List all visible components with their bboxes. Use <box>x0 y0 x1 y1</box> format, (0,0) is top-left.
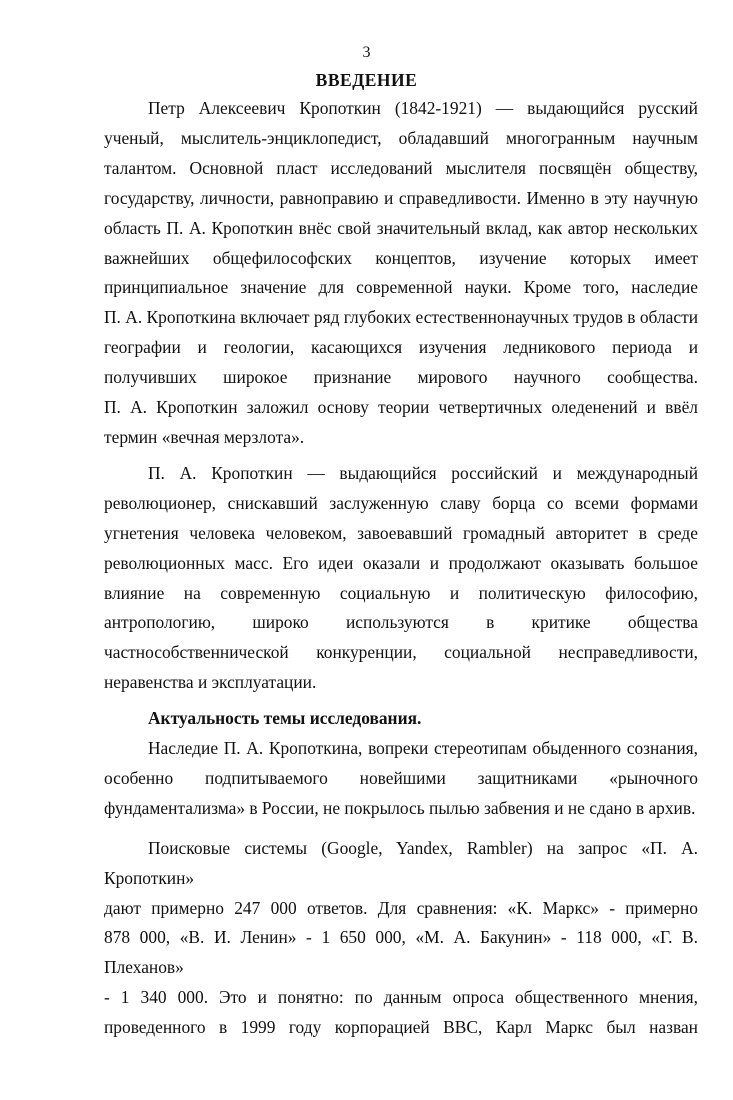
text-line: важнейших общефилософских концептов, изучение которых имеет <box>104 247 698 268</box>
paragraph-search-stats <box>104 834 698 1043</box>
text-line: 878 000, «В. И. Ленин» - 1 650 000, «М. А. Бакунин» - 118 000, «Г. В. Плеханов» <box>104 927 698 978</box>
section-heading: ВВЕДЕНИЕ <box>315 70 418 90</box>
text-line: П. А. Кропоткина включает ряд глубоких естественнонаучных трудов в области <box>104 307 698 328</box>
text-line: государству, личности, равноправию и справедливости. Именно в эту научную <box>104 187 698 208</box>
text-line: революционер, снискавший заслуженную славу борца со всеми формами <box>104 492 698 513</box>
text-line: получивших широкое признание мирового научного сообщества. <box>104 367 698 388</box>
text-line: - 1 340 000. Это и понятно: по данным опроса общественного мнения, <box>104 987 698 1008</box>
paragraph-intro <box>104 94 698 453</box>
paragraph-revolutionary <box>104 459 698 698</box>
text-line: Наследие П. А. Кропоткина, вопреки стереотипам обыденного сознания, <box>148 738 698 759</box>
text-line: талантом. Основной пласт исследований мыслителя посвящён обществу, <box>104 157 698 178</box>
text-line: область П. А. Кропоткин внёс свой значительный вклад, как автор нескольких <box>104 217 698 238</box>
text-line: П. А. Кропоткин — выдающийся российский и международный <box>148 462 698 483</box>
text-line: особенно подпитываемого новейшими защитниками «рыночного <box>104 767 698 788</box>
text-line: антропологию, широко используются в критике общества <box>104 612 698 633</box>
text-line: влияние на современную социальную и политическую философию, <box>104 582 698 603</box>
text-line: географии и геологии, касающихся изучения ледникового периода и <box>104 337 698 358</box>
text-line: угнетения человека человеком, завоевавший громадный авторитет в среде <box>104 522 698 543</box>
paragraph-relevance <box>104 734 698 824</box>
text-line: П. А. Кропоткин заложил основу теории четвертичных оледенений и ввёл <box>104 397 698 418</box>
text-line: Петр Алексеевич Кропоткин (1842-1921) — выдающийся русский <box>148 98 698 118</box>
body-text <box>104 94 698 1043</box>
text-line: фундаментализма» в России, не покрылось пылью забвения и не сдано в архив. <box>104 797 696 818</box>
text-line: проведенного в 1999 году корпорацией BBC, Карл Маркс был назван <box>104 1017 698 1038</box>
page-number: 3 <box>362 44 371 61</box>
text-line: дают примерно 247 000 ответов. Для сравнения: «К. Маркс» - примерно <box>104 897 698 918</box>
subsection-heading: Актуальность темы исследования. <box>148 708 422 729</box>
text-line: ученый, мыслитель-энциклопедист, обладавший многогранным научным <box>104 127 698 148</box>
text-line: Поисковые системы (Google, Yandex, Rambler) на запрос «П. А. Кропоткин» <box>104 837 698 888</box>
text-line: частнособственнической конкуренции, социальной несправедливости, <box>104 642 698 663</box>
text-line: принципиальное значение для современной науки. Кроме того, наследие <box>104 277 698 298</box>
text-line: революционных масс. Его идеи оказали и продолжают оказывать большое <box>104 552 698 573</box>
text-line: термин «вечная мерзлота». <box>104 426 305 447</box>
text-line: неравенства и эксплуатации. <box>104 672 317 693</box>
